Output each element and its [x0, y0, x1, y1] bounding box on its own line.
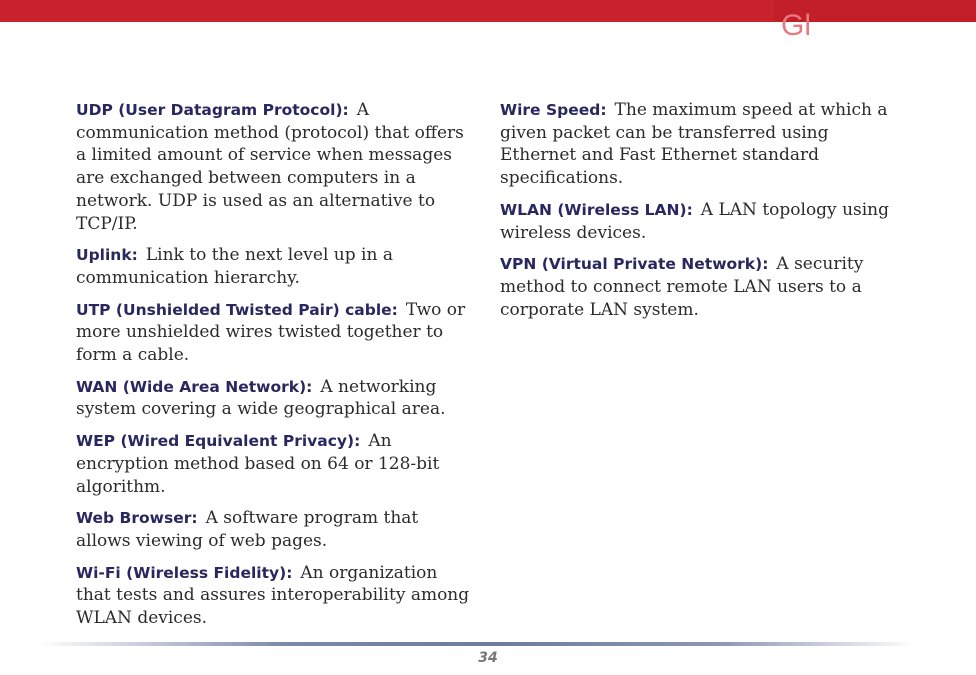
chapter-tab: [774, 0, 976, 42]
glossary-entry-udp: [76, 99, 476, 235]
glossary-term: WEP (Wired Equivalent Privacy):: [76, 432, 361, 451]
glossary-definition: Link to the next level up in a communication hierarchy.: [76, 245, 393, 288]
glossary-definition: A security method to connect remote LAN users to a corporate LAN system.: [500, 254, 864, 320]
footer-divider: [38, 642, 916, 646]
glossary-entry-wlan: [500, 199, 900, 244]
glossary-definition: The maximum speed at which a given packet can be transferred using Ethernet and Fast Ethernet standard specifications.: [500, 100, 888, 189]
glossary-term: UDP (User Datagram Protocol):: [76, 101, 349, 119]
glossary-column-right: [500, 99, 900, 330]
page-number: 34: [478, 650, 498, 666]
glossary-term: Wire Speed:: [500, 101, 607, 119]
glossary-term: UTP (Unshielded Twisted Pair) cable:: [76, 300, 398, 319]
glossary-term: VPN (Virtual Private Network):: [500, 255, 769, 274]
glossary-definition: A software program that allows viewing of web pages.: [76, 508, 419, 551]
chapter-tab-title: Gl: [781, 9, 811, 42]
glossary-entry-wire-speed: [500, 99, 900, 190]
glossary-entry-wi-fi: [76, 562, 476, 630]
glossary-entry-utp: [76, 299, 476, 367]
glossary-term: WAN (Wide Area Network):: [76, 377, 313, 396]
glossary-definition: A networking system covering a wide geographical area.: [76, 376, 446, 420]
glossary-term: WLAN (Wireless LAN):: [500, 200, 693, 219]
glossary-term: Wi-Fi (Wireless Fidelity):: [76, 563, 293, 582]
glossary-entry-wan: [76, 376, 476, 421]
glossary-definition: An organization that tests and assures interoperability among WLAN devices.: [76, 562, 470, 629]
glossary-term: Web Browser:: [76, 509, 198, 528]
glossary-column-left: [76, 99, 476, 639]
glossary-entry-vpn: [500, 253, 900, 321]
glossary-definition: A LAN topology using wireless devices.: [500, 199, 890, 243]
glossary-definition: Two or more unshielded wires twisted together to form a cable.: [76, 299, 466, 366]
glossary-term: Uplink:: [76, 246, 138, 265]
header-bar: [0, 0, 976, 42]
glossary-entry-uplink: [76, 244, 476, 289]
glossary-entry-wep: [76, 430, 476, 498]
glossary-entry-web-browser: [76, 507, 476, 552]
glossary-definition: A communication method (protocol) that offers a limited amount of service when messages are exchanged between computers in a network. UDP is used as an alternative to TCP/IP.: [76, 100, 464, 234]
glossary-definition: An encryption method based on 64 or 128-bit algorithm.: [76, 431, 440, 497]
